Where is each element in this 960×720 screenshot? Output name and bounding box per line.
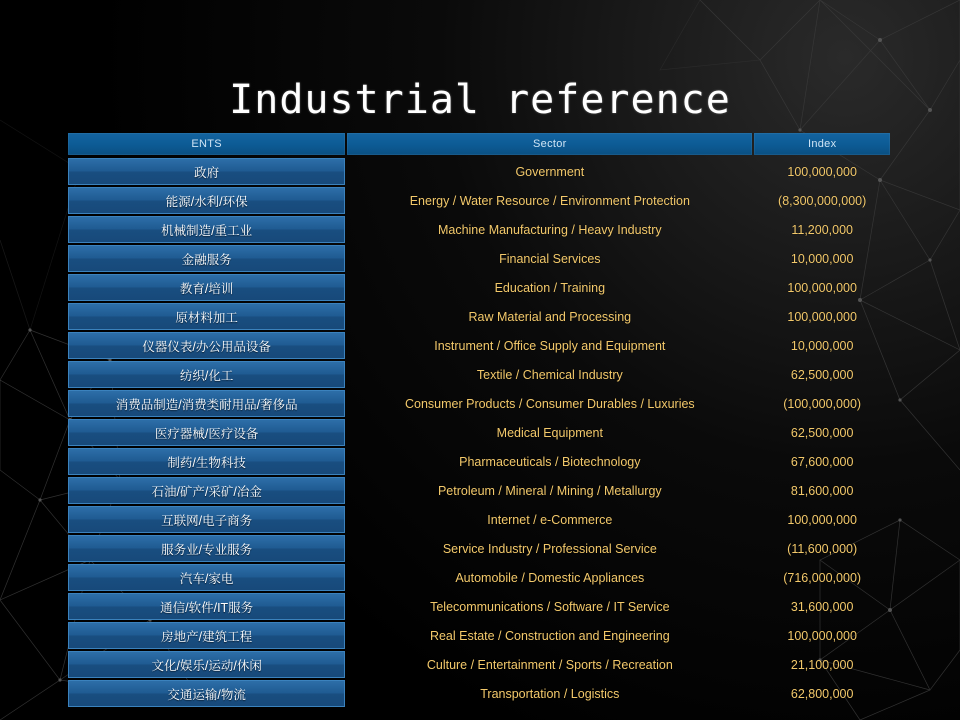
- column-header-entity: ENTS: [68, 133, 345, 155]
- table-row: [68, 680, 890, 707]
- cell-sector: Medical Equipment: [496, 425, 603, 440]
- cell-sector: Petroleum / Mineral / Mining / Metallurgy: [437, 483, 662, 498]
- table-row: [68, 303, 890, 330]
- cell-index: 67,600,000: [790, 454, 854, 469]
- table-row: [68, 477, 890, 504]
- cell-index: 10,000,000: [790, 251, 854, 266]
- cell-sector: Financial Services: [499, 251, 601, 266]
- table-row: [68, 361, 890, 388]
- table-row: [68, 651, 890, 678]
- table-row: [68, 506, 890, 533]
- cell-sector: Government: [515, 164, 585, 179]
- cell-entity: 互联网/电子商务: [68, 506, 345, 533]
- cell-entity: 石油/矿产/采矿/冶金: [68, 477, 345, 504]
- cell-sector: Textile / Chemical Industry: [476, 367, 623, 382]
- cell-index: (100,000,000): [783, 396, 862, 411]
- cell-sector: Consumer Products / Consumer Durables / Luxuries: [404, 396, 695, 411]
- cell-index: 21,100,000: [790, 657, 854, 672]
- cell-entity: 制药/生物科技: [68, 448, 345, 475]
- cell-entity: 服务业/专业服务: [68, 535, 345, 562]
- cell-entity: 教育/培训: [68, 274, 345, 301]
- table-row: [68, 274, 890, 301]
- cell-entity: 机械制造/重工业: [68, 216, 345, 243]
- cell-index: 62,500,000: [790, 425, 854, 440]
- table-row: [68, 390, 890, 417]
- column-header-index: Index: [754, 133, 890, 155]
- cell-entity: 纺织/化工: [68, 361, 345, 388]
- cell-index: 100,000,000: [787, 309, 857, 324]
- cell-entity: 能源/水利/环保: [68, 187, 345, 214]
- cell-index: 31,600,000: [790, 599, 854, 614]
- cell-sector: Automobile / Domestic Appliances: [455, 570, 645, 585]
- table-row: [68, 564, 890, 591]
- cell-entity: 文化/娱乐/运动/休闲: [68, 651, 345, 678]
- table-header-row: [68, 133, 890, 155]
- cell-sector: Service Industry / Professional Service: [442, 541, 657, 556]
- table-row: [68, 622, 890, 649]
- cell-entity: 通信/软件/IT服务: [68, 593, 345, 620]
- table-row: [68, 448, 890, 475]
- cell-entity: 医疗器械/医疗设备: [68, 419, 345, 446]
- cell-sector: Instrument / Office Supply and Equipment: [434, 338, 666, 353]
- cell-entity: 房地产/建筑工程: [68, 622, 345, 649]
- cell-entity: 金融服务: [68, 245, 345, 272]
- cell-sector: Raw Material and Processing: [468, 309, 632, 324]
- cell-sector: Culture / Entertainment / Sports / Recreation: [426, 657, 673, 672]
- cell-sector: Machine Manufacturing / Heavy Industry: [437, 222, 662, 237]
- cell-sector: Telecommunications / Software / IT Service: [430, 599, 670, 614]
- page-title: Industrial reference: [229, 76, 731, 123]
- table-row: [68, 419, 890, 446]
- cell-sector: Real Estate / Construction and Engineering: [429, 628, 670, 643]
- table-row: [68, 593, 890, 620]
- table-row: [68, 535, 890, 562]
- cell-index: (8,300,000,000): [778, 193, 867, 208]
- cell-sector: Transportation / Logistics: [480, 686, 620, 701]
- cell-index: 100,000,000: [787, 628, 857, 643]
- cell-index: 62,500,000: [790, 367, 854, 382]
- cell-index: (716,000,000): [783, 570, 862, 585]
- cell-index: 100,000,000: [787, 164, 857, 179]
- cell-sector: Pharmaceuticals / Biotechnology: [459, 454, 641, 469]
- cell-index: 100,000,000: [787, 280, 857, 295]
- table-body: [68, 158, 890, 707]
- cell-entity: 仪器仪表/办公用品设备: [68, 332, 345, 359]
- cell-index: 81,600,000: [790, 483, 854, 498]
- cell-sector: Internet / e-Commerce: [487, 512, 613, 527]
- cell-index: 10,000,000: [790, 338, 854, 353]
- cell-index: (11,600,000): [787, 541, 858, 556]
- cell-entity: 原材料加工: [68, 303, 345, 330]
- cell-entity: 政府: [68, 158, 345, 185]
- cell-sector: Energy / Water Resource / Environment Protection: [409, 193, 690, 208]
- column-header-sector: Sector: [347, 133, 752, 155]
- cell-sector: Education / Training: [494, 280, 606, 295]
- table-row: [68, 332, 890, 359]
- cell-index: 100,000,000: [787, 512, 857, 527]
- cell-entity: 消费品制造/消费类耐用品/奢侈品: [68, 390, 345, 417]
- table-row: [68, 158, 890, 185]
- cell-index: 11,200,000: [791, 222, 853, 237]
- table-row: [68, 216, 890, 243]
- table-row: [68, 245, 890, 272]
- table-row: [68, 187, 890, 214]
- cell-entity: 交通运输/物流: [68, 680, 345, 707]
- cell-entity: 汽车/家电: [68, 564, 345, 591]
- industry-reference-table: [68, 133, 890, 709]
- cell-index: 62,800,000: [790, 686, 854, 701]
